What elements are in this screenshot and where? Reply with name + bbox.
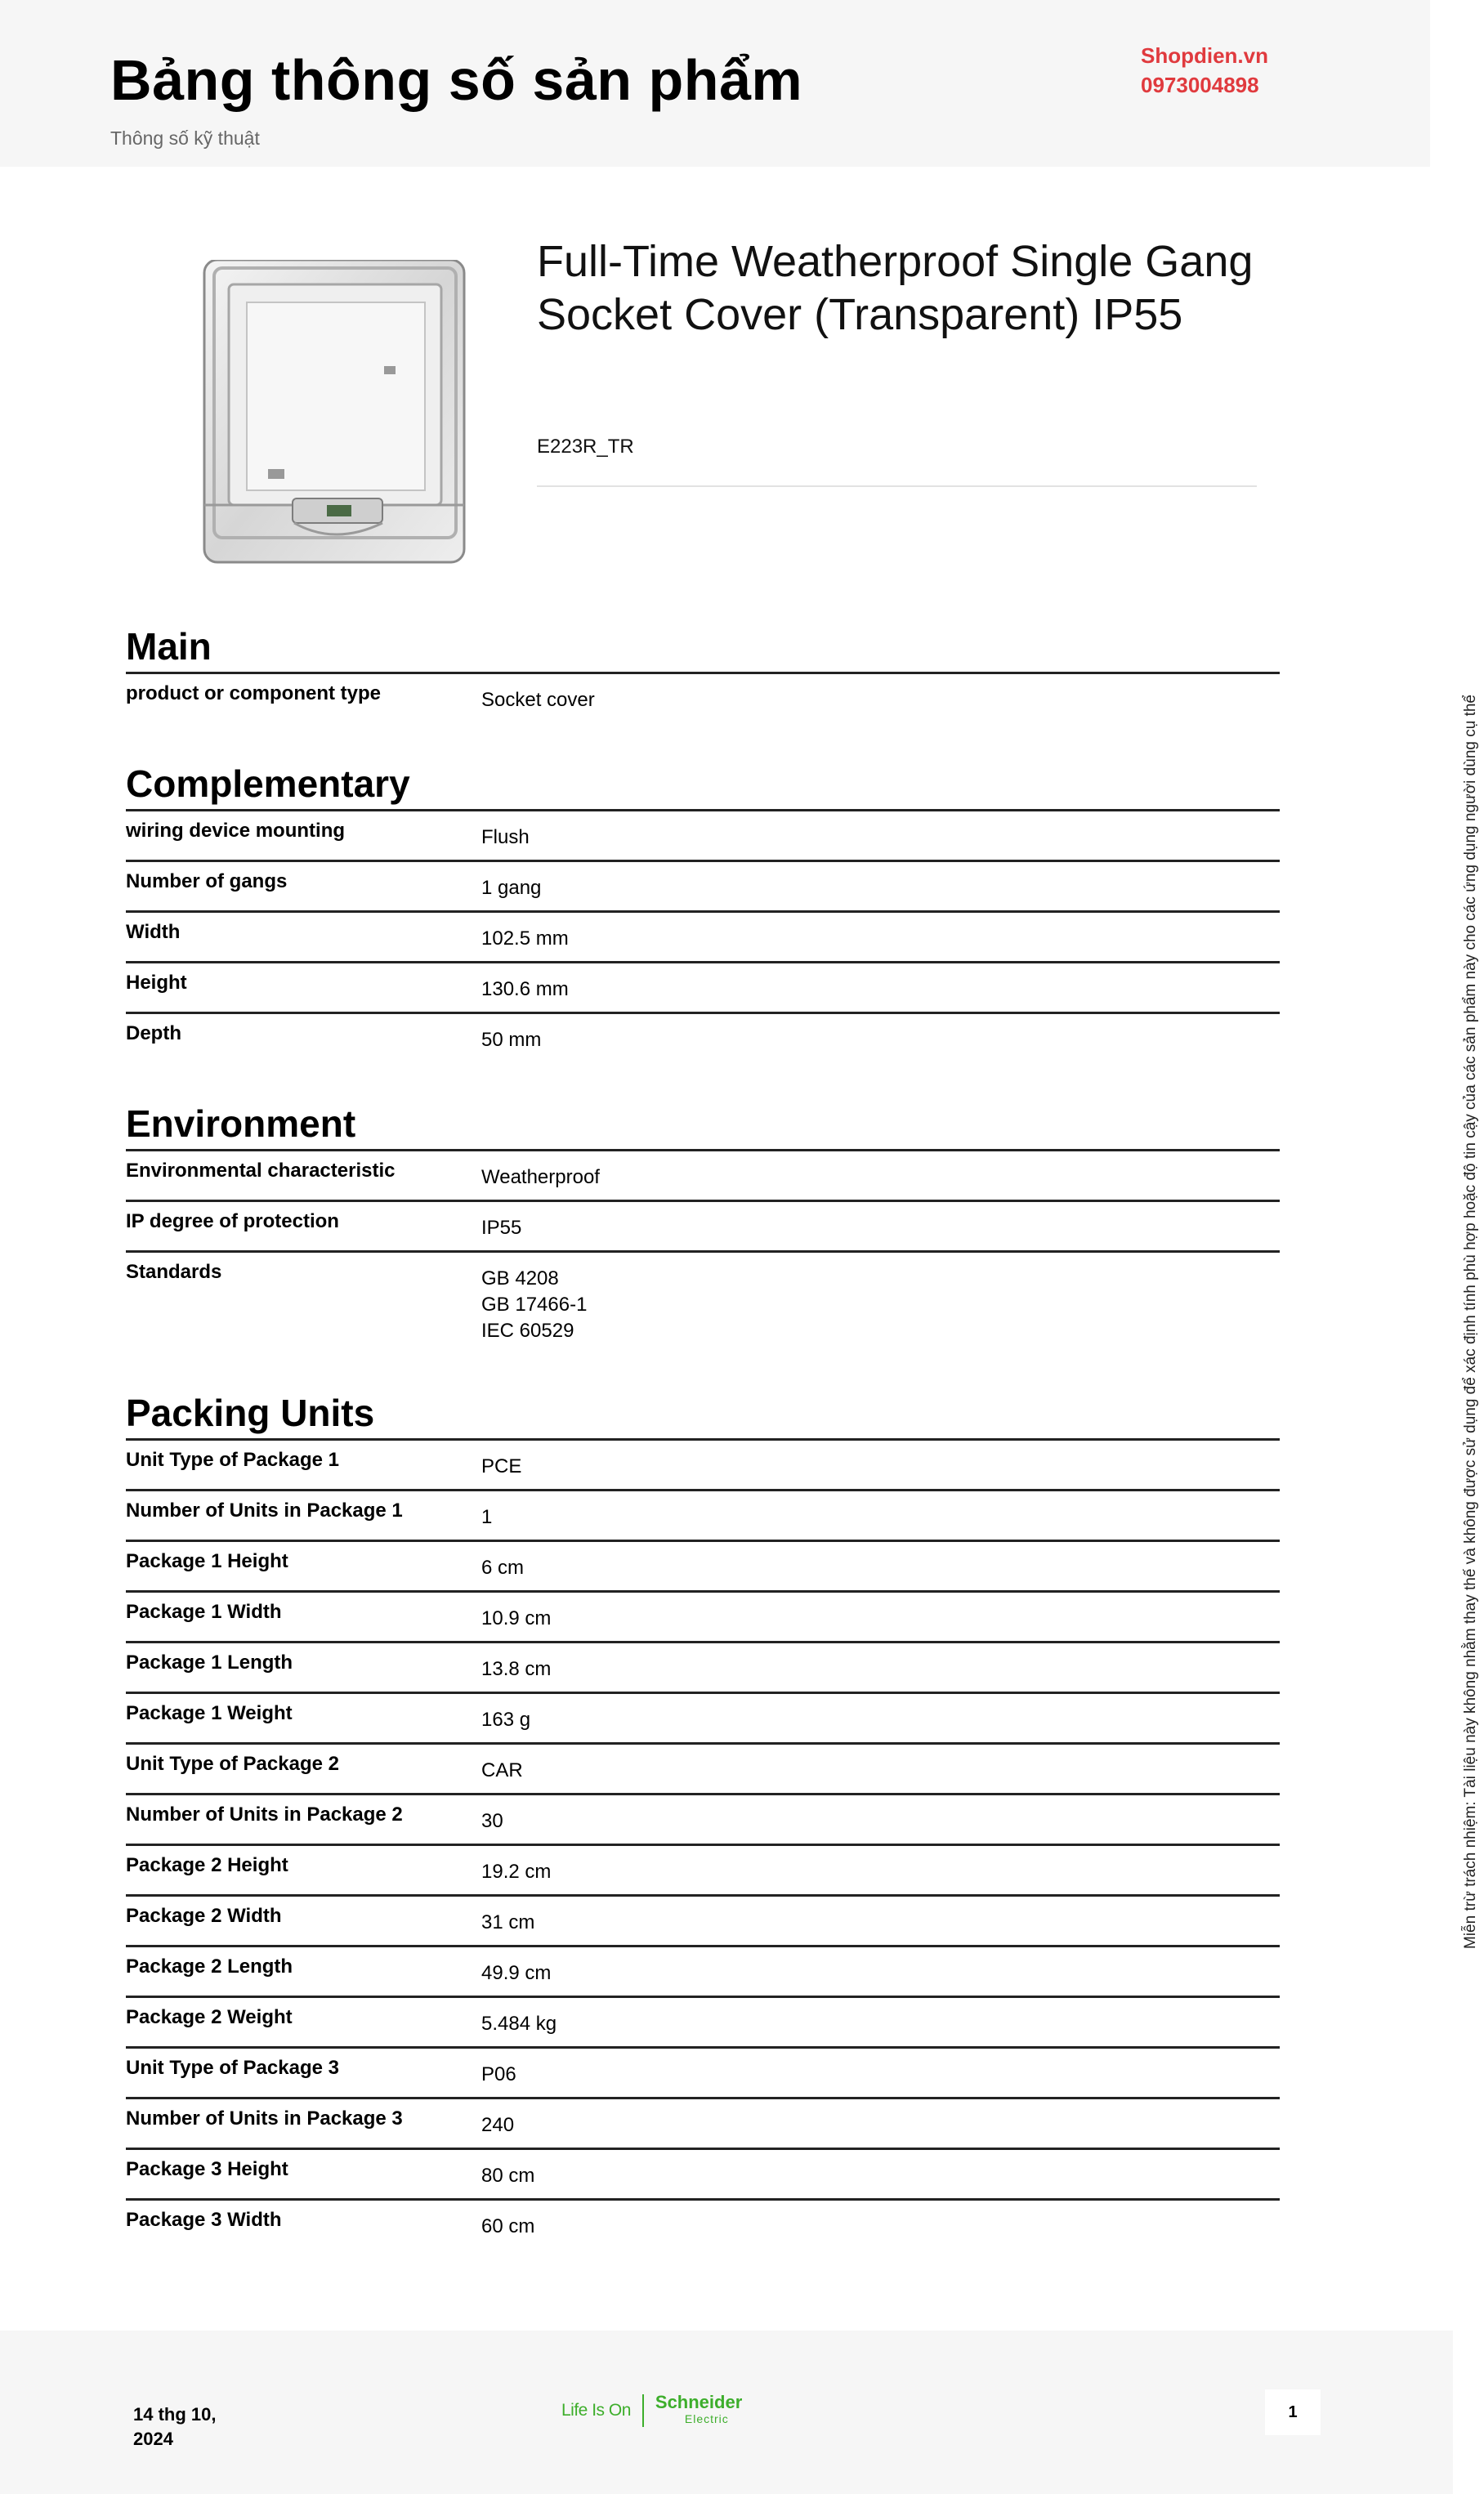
spec-row (126, 1012, 1280, 1062)
spec-label: Package 1 Weight (126, 1702, 293, 1724)
spec-value: 30 (481, 1810, 503, 1832)
spec-label: Package 2 Length (126, 1955, 293, 1978)
spec-row (126, 1250, 1280, 1352)
spec-label: Package 1 Length (126, 1651, 293, 1674)
spec-row (126, 1590, 1280, 1641)
spec-value: P06 (481, 2063, 516, 2085)
spec-row (126, 1793, 1280, 1844)
spec-label: Package 3 Width (126, 2209, 282, 2231)
spec-label: Package 2 Weight (126, 2006, 293, 2028)
spec-value: CAR (481, 1759, 523, 1781)
spec-value: 163 g (481, 1709, 531, 1731)
spec-value: Socket cover (481, 689, 595, 711)
spec-row (126, 1996, 1280, 2046)
spec-value: 10.9 cm (481, 1607, 552, 1629)
spec-label: Width (126, 921, 181, 943)
spec-label: Environmental characteristic (126, 1160, 396, 1182)
spec-value: Flush (481, 826, 530, 848)
shop-name: Shopdien.vn (1141, 43, 1268, 68)
spec-label: Depth (126, 1022, 181, 1044)
spec-row (126, 1149, 1280, 1200)
spec-value: 5.484 kg (481, 2013, 557, 2035)
spec-value: 31 cm (481, 1911, 535, 1933)
logo-tagline: Life Is On (561, 2401, 631, 2420)
spec-row (126, 1742, 1280, 1793)
spec-row (126, 1945, 1280, 1996)
logo-brand-sub: Electric (684, 2412, 729, 2425)
section-title-complementary: Complementary (126, 762, 410, 805)
spec-value: 102.5 mm (481, 927, 569, 950)
document-subtitle: Thông số kỹ thuật (110, 127, 260, 149)
logo-brand-name: Schneider (655, 2392, 743, 2412)
spec-value: 1 (481, 1506, 493, 1528)
spec-label: Number of gangs (126, 870, 288, 892)
shop-contact (1141, 41, 1268, 100)
spec-value: 1 gang (481, 877, 542, 899)
spec-value: 19.2 cm (481, 1861, 552, 1883)
logo-brand (655, 2394, 742, 2427)
spec-label: Unit Type of Package 1 (126, 1449, 339, 1471)
spec-value: 49.9 cm (481, 1962, 552, 1984)
spec-row (126, 2097, 1280, 2148)
spec-label: wiring device mounting (126, 820, 346, 842)
spec-value: 80 cm (481, 2165, 535, 2187)
page-number-box (1265, 2389, 1321, 2435)
spec-row (126, 2148, 1280, 2198)
title-divider (537, 485, 1257, 487)
spec-value: IP55 (481, 1217, 522, 1239)
spec-value: 6 cm (481, 1557, 525, 1579)
spec-label: Number of Units in Package 2 (126, 1803, 403, 1826)
spec-value: 130.6 mm (481, 978, 569, 1000)
spec-value: 240 (481, 2114, 515, 2136)
socket-cover-image (196, 260, 474, 570)
spec-row (126, 1692, 1280, 1742)
product-reference: E223R_TR (537, 436, 634, 458)
spec-label: Package 2 Width (126, 1905, 282, 1927)
spec-row (126, 860, 1280, 910)
spec-label: Height (126, 972, 187, 994)
spec-value: 50 mm (481, 1029, 542, 1051)
product-photo (196, 260, 474, 570)
spec-label: Unit Type of Package 3 (126, 2057, 339, 2079)
section-title-packing: Packing Units (126, 1392, 375, 1434)
spec-value: PCE (481, 1455, 522, 1477)
spec-value: Weatherproof (481, 1166, 600, 1188)
spec-label: Package 1 Height (126, 1550, 288, 1572)
spec-label: IP degree of protection (126, 1210, 339, 1232)
spec-row (126, 1200, 1280, 1250)
section-title-main: Main (126, 625, 212, 668)
spec-label: Number of Units in Package 3 (126, 2107, 403, 2130)
spec-label: Package 2 Height (126, 1854, 288, 1876)
spec-row (126, 1844, 1280, 1894)
spec-row (126, 1540, 1280, 1590)
disclaimer-text: Miễn trừ trách nhiệm: Tài liệu này không nhằm thay thế và không được sử dụng để xác định tính phù hợp hoặc độ tin cậy của các sản phẩm này cho các ứng dụng người dùng cụ thể (1462, 695, 1479, 1949)
print-date: 14 thg 10, 2024 (133, 2404, 217, 2449)
spec-value: GB 4208 GB 17466-1 IEC 60529 (481, 1267, 588, 1342)
spec-row (126, 910, 1280, 961)
spec-label: Package 1 Width (126, 1601, 282, 1623)
spec-label: Standards (126, 1261, 222, 1283)
shop-phone: 0973004898 (1141, 73, 1259, 97)
spec-row (126, 2046, 1280, 2097)
spec-row (126, 2198, 1280, 2249)
logo-divider (642, 2394, 644, 2427)
schneider-logo (561, 2393, 742, 2429)
specs-content (126, 621, 1280, 2249)
product-title: Full-Time Weatherproof Single Gang Socket Cover (Transparent) IP55 (537, 237, 1254, 339)
spec-label: product or component type (126, 682, 381, 704)
spec-row (126, 1641, 1280, 1692)
page-number: 1 (1288, 2403, 1298, 2421)
spec-value: 60 cm (481, 2215, 535, 2237)
spec-row (126, 1489, 1280, 1540)
spec-row (126, 809, 1280, 860)
spec-label: Package 3 Height (126, 2158, 288, 2180)
section-title-environment: Environment (126, 1102, 356, 1145)
spec-value: 13.8 cm (481, 1658, 552, 1680)
spec-row (126, 672, 1280, 722)
spec-label: Unit Type of Package 2 (126, 1753, 339, 1775)
spec-row (126, 1894, 1280, 1945)
spec-label: Number of Units in Package 1 (126, 1500, 403, 1522)
document-title: Bảng thông số sản phẩm (110, 48, 803, 112)
spec-row (126, 961, 1280, 1012)
spec-row (126, 1438, 1280, 1489)
